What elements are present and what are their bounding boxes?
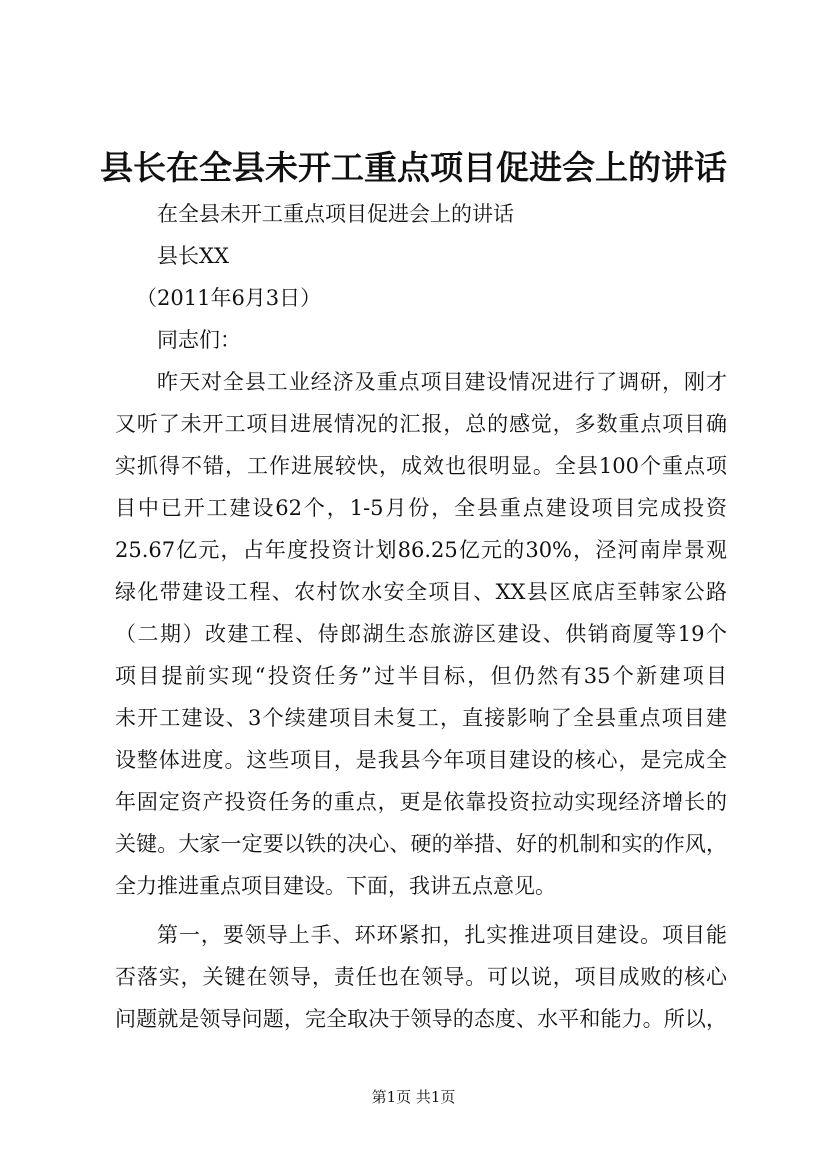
paragraph-line: 目中已开工建设62个，1-5月份，全县重点建设项目完成投资 <box>115 496 727 520</box>
paragraph-line: 又听了未开工项目进展情况的汇报，总的感觉，多数重点项目确 <box>115 412 727 436</box>
salutation-line: 同志们： <box>157 328 241 352</box>
paragraph-2 <box>115 914 727 1040</box>
paragraph-line: 设整体进度。这些项目，是我县今年项目建设的核心，是完成全 <box>115 748 727 772</box>
paragraph-line: 绿化带建设工程、农村饮水安全项目、XX县区底店至韩家公路 <box>115 580 727 604</box>
paragraph-line: 25.67亿元，占年度投资计划86.25亿元的30%，泾河南岸景观 <box>115 538 727 562</box>
speaker-line: 县长XX <box>157 244 229 268</box>
paragraph-line: 年固定资产投资任务的重点，更是依靠投资拉动实现经济增长的 <box>115 790 727 814</box>
paragraph-line: 未开工建设、3个续建项目未复工，直接影响了全县重点项目建 <box>115 706 727 730</box>
paragraph-line: 关键。大家一定要以铁的决心、硬的举措、好的机制和实的作风， <box>115 832 727 856</box>
paragraph-line: 实抓得不错，工作进展较快，成效也很明显。全县100个重点项 <box>115 454 727 478</box>
page-footer: 第1页 共1页 <box>371 1088 456 1106</box>
paragraph-line: （二期）改建工程、侍郎湖生态旅游区建设、供销商厦等19个 <box>115 622 727 646</box>
paragraph-line: 否落实，关键在领导，责任也在领导。可以说，项目成败的核心 <box>115 965 727 989</box>
paragraph-line: 项目提前实现“投资任务”过半目标，但仍然有35个新建项目 <box>115 664 727 688</box>
document-body <box>115 193 727 1040</box>
paragraph-1 <box>115 361 727 907</box>
paragraph-line: 昨天对全县工业经济及重点项目建设情况进行了调研，刚才 <box>157 370 727 394</box>
paragraph-line: 全力推进重点项目建设。下面，我讲五点意见。 <box>115 874 556 898</box>
paragraph-line: 第一，要领导上手、环环紧扣，扎实推进项目建设。项目能 <box>157 923 727 947</box>
subtitle-line: 在全县未开工重点项目促进会上的讲话 <box>157 202 514 226</box>
date-line: （2011年6月3日） <box>136 286 322 310</box>
document-title: 县长在全县未开工重点项目促进会上的讲话 <box>100 148 727 187</box>
paragraph-line: 问题就是领导问题，完全取决于领导的态度、水平和能力。所以， <box>115 1007 727 1031</box>
paragraph-gap <box>115 907 727 914</box>
